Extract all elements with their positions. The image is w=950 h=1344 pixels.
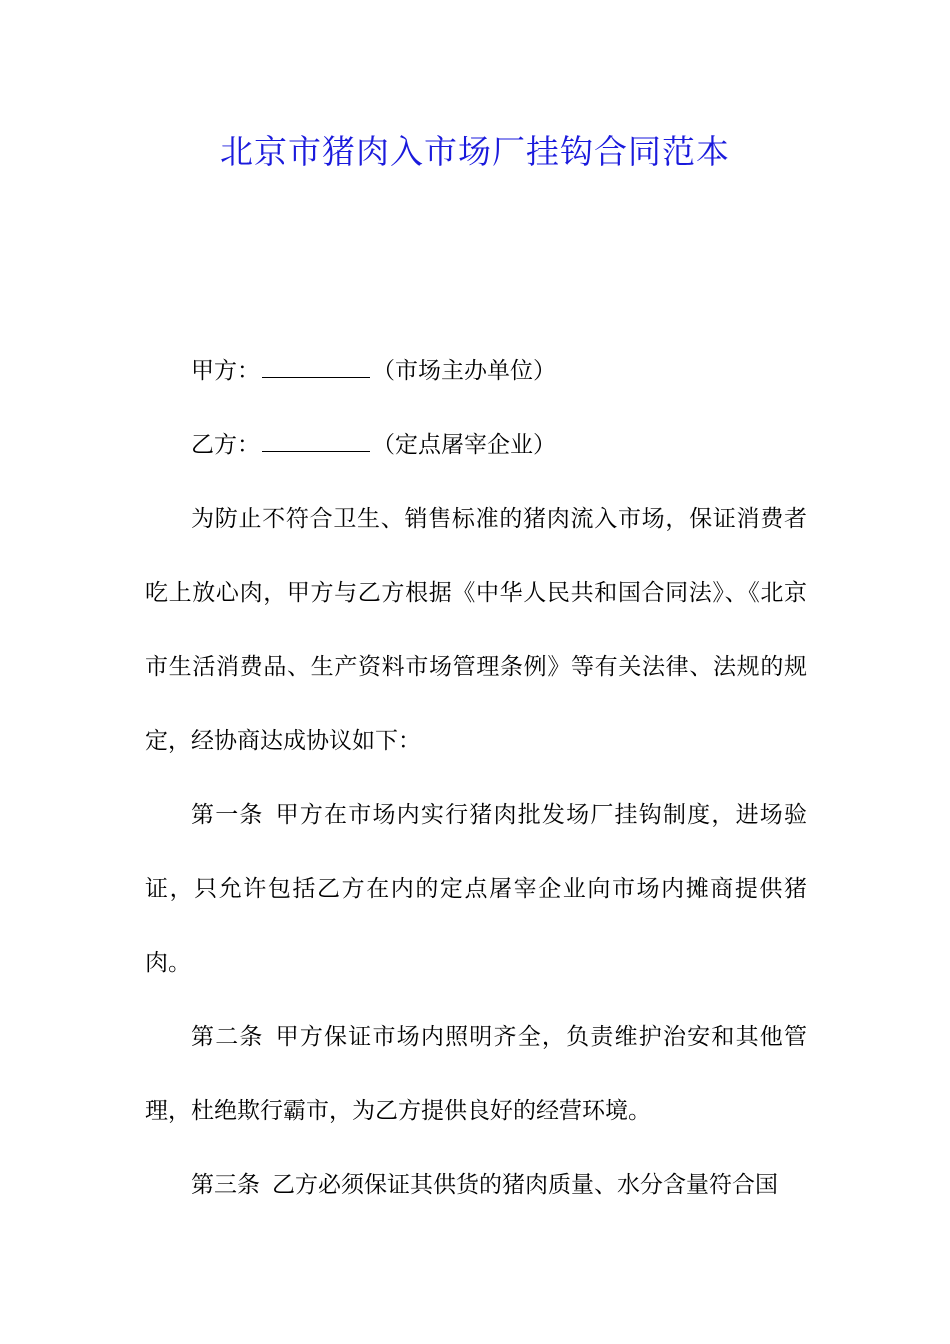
document-body (145, 334, 807, 1222)
article-1 (145, 778, 807, 1000)
party-a-blank (262, 359, 370, 378)
party-a-note: （市场主办单位） (372, 358, 556, 384)
article-1-number: 第一条 (191, 802, 264, 828)
party-b-label: 乙方： (191, 432, 260, 458)
article-2-number: 第二条 (191, 1024, 264, 1050)
article-2-text: 甲方保证市场内照明齐全，负责维护治安和其他管理，杜绝欺行霸市，为乙方提供良好的经营环境。 (145, 1024, 807, 1124)
party-b-note: （定点屠宰企业） (372, 432, 556, 458)
party-b-line (145, 408, 807, 482)
article-3 (145, 1148, 807, 1222)
document-title: 北京市猪肉入市场厂挂钩合同范本 (220, 132, 730, 171)
article-3-text: 乙方必须保证其供货的猪肉质量、水分含量符合国 (272, 1172, 778, 1198)
article-2 (145, 1000, 807, 1148)
party-a-label: 甲方： (191, 358, 260, 384)
article-3-number: 第三条 (191, 1172, 260, 1198)
article-1-text: 甲方在市场内实行猪肉批发场厂挂钩制度，进场验证，只允许包括乙方在内的定点屠宰企业向市场内摊商提供猪肉。 (145, 802, 807, 976)
preamble-paragraph: 为防止不符合卫生、销售标准的猪肉流入市场，保证消费者吃上放心肉，甲方与乙方根据《中华人民共和国合同法》、《北京市生活消费品、生产资料市场管理条例》等有关法律、法规的规定，经协商达成协议如下： (145, 506, 807, 754)
party-a-line (145, 334, 807, 408)
party-b-blank (262, 433, 370, 452)
